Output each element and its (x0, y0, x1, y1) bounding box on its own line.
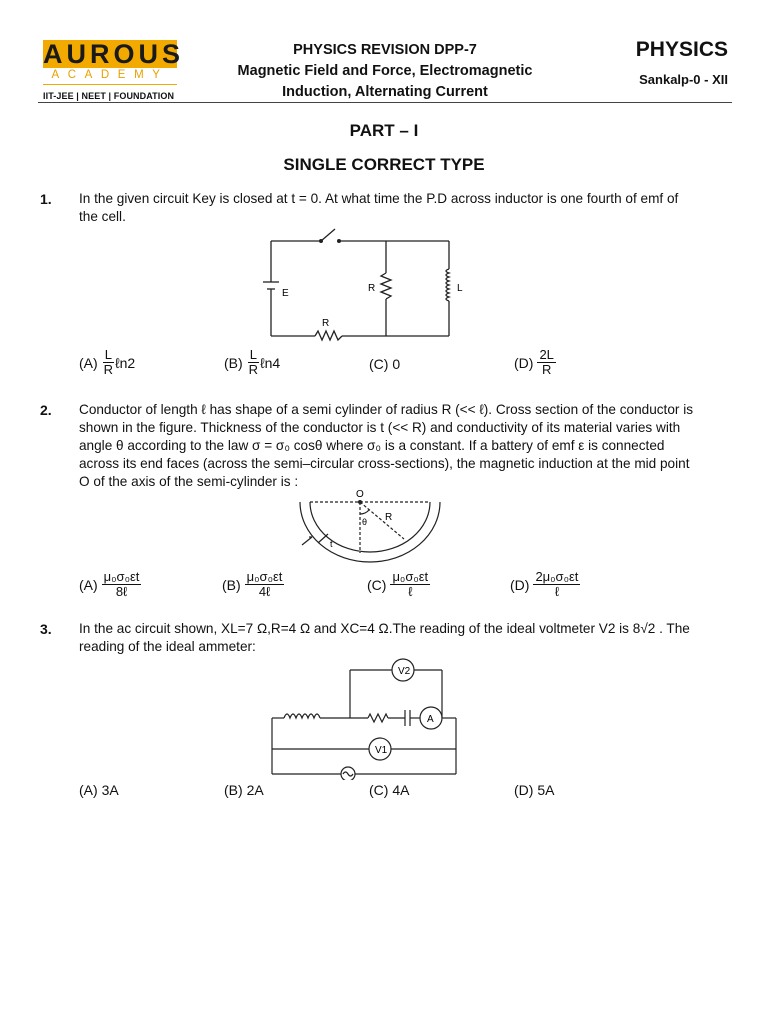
logo-tagline: IIT-JEE | NEET | FOUNDATION (43, 91, 175, 101)
option-label: (C) (367, 576, 387, 593)
option-label: (C) (369, 356, 389, 372)
q3-option-d[interactable] (514, 782, 554, 798)
option-fraction: $\frac{\text{μ₀σ₀εt}}{\text{ℓ}}$ (392, 569, 429, 599)
academy-logo (43, 39, 185, 101)
voltmeter-v1-label: V1 (375, 745, 388, 756)
option-label: (A) (79, 576, 98, 593)
option-label: (D) (514, 782, 534, 798)
worksheet-title (200, 40, 570, 103)
option-label: (B) (222, 576, 241, 593)
cell-label: E (282, 288, 289, 299)
resistor-label: R (368, 283, 376, 294)
option-fraction: $\frac{\text{2μ₀σ₀εt}}{\text{ℓ}}$ (535, 569, 579, 599)
class-label: Sankalp-0 - XII (639, 72, 728, 87)
option-value: 0 (392, 356, 401, 372)
option-label: (C) (369, 782, 389, 798)
option-fraction: $\frac{L}{R}$ (103, 347, 114, 377)
question-2-number: 2. (40, 402, 52, 418)
option-fraction: $\frac{2L}{R}$ (539, 347, 554, 377)
question-3-text: In the ac circuit shown, XL=7 Ω,R=4 Ω and XC=4 Ω.The reading of the ideal voltmeter V2 is 8√2 . The reading of the ideal ammeter: (79, 621, 690, 654)
q3-option-b[interactable] (224, 782, 264, 798)
series-resistor-label: R (322, 318, 330, 329)
q1-option-c[interactable] (369, 356, 400, 372)
q3-option-c[interactable] (369, 782, 409, 798)
option-tail: ℓn2 (115, 354, 136, 371)
option-label: (A) (79, 782, 98, 798)
thickness-label: t (330, 539, 333, 549)
option-fraction: $\frac{L}{R}$ (248, 347, 259, 377)
subject-heading: PHYSICS (635, 38, 728, 61)
section-heading: SINGLE CORRECT TYPE (283, 155, 485, 174)
option-label: (B) (224, 354, 243, 371)
option-value: 3A (101, 782, 119, 798)
radius-label: R (385, 512, 393, 523)
ammeter-label: A (427, 714, 434, 725)
part-heading: PART – I (349, 121, 419, 140)
title-line-1: PHYSICS REVISION DPP-7 (293, 42, 477, 58)
q1-option-a[interactable] (79, 348, 135, 377)
option-value: 2A (246, 782, 264, 798)
voltmeter-v2-label: V2 (398, 666, 411, 677)
option-fraction: $\frac{\text{μ₀σ₀εt}}{\text{8ℓ}}$ (103, 569, 140, 599)
option-fraction: $\frac{\text{μ₀σ₀εt}}{\text{4ℓ}}$ (246, 569, 283, 599)
q2-option-c[interactable] (367, 570, 430, 599)
option-label: (B) (224, 782, 243, 798)
question-1-text: In the given circuit Key is closed at t = 0. At what time the P.D across inductor is one fourth of emf of the cell. (79, 191, 679, 224)
question-3-ac-circuit-diagram (268, 655, 463, 780)
option-label: (D) (514, 354, 534, 371)
option-value: 5A (537, 782, 555, 798)
logo-subtitle: ACADEMY (43, 68, 177, 85)
q2-option-a[interactable] (79, 570, 141, 599)
question-1-number: 1. (40, 191, 52, 207)
option-value: 4A (392, 782, 410, 798)
option-label: (A) (79, 354, 98, 371)
option-tail: ℓn4 (260, 354, 281, 371)
q2-option-d[interactable] (510, 570, 580, 599)
question-2-text: Conductor of length ℓ has shape of a semi cylinder of radius R (<< ℓ). Cross section of the conductor is shown in the figure. Thickness of the conductor is t (<< R) and conductivity of its material varies with angle θ according to the law σ = σ₀ cosθ where σ₀ is a constant. If a battery of emf ε is connected across its end faces (across the semi–circular cross-sections), the magnetic induction at the mid point O of the axis of the semi-cylinder is : (79, 402, 694, 489)
logo-wordmark: AUROUS (43, 39, 185, 69)
question-3-number: 3. (40, 621, 52, 637)
option-label: (D) (510, 576, 530, 593)
q1-option-b[interactable] (224, 348, 280, 377)
header-divider (38, 102, 732, 103)
point-o-label: O (356, 489, 364, 500)
question-2-semicylinder-diagram (290, 487, 450, 567)
q3-option-a[interactable] (79, 782, 119, 798)
theta-label: θ (362, 517, 368, 527)
title-line-3: Induction, Alternating Current (282, 84, 488, 100)
q2-option-b[interactable] (222, 570, 284, 599)
question-1-circuit-diagram (255, 225, 475, 345)
inductor-label: L (457, 283, 463, 294)
q1-option-d[interactable] (514, 348, 556, 377)
title-line-2: Magnetic Field and Force, Electromagnetic (237, 63, 533, 79)
